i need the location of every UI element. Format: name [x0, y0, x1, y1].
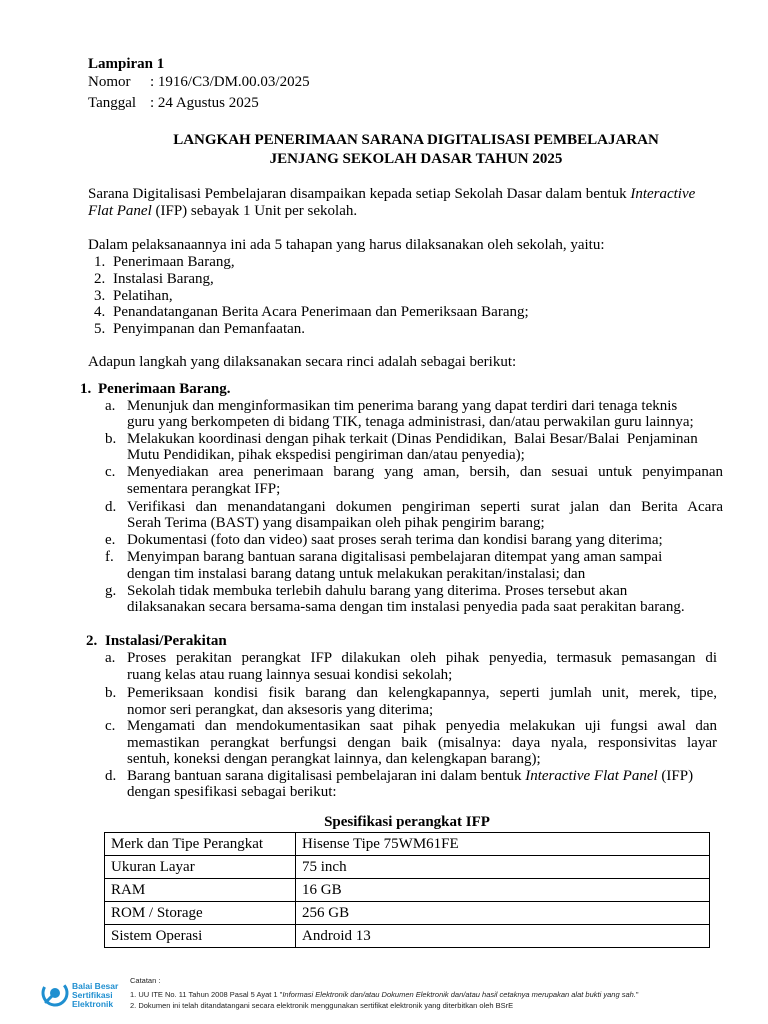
spec-table-caption: Spesifikasi perangkat IFP	[324, 814, 490, 830]
item-text: ruang kelas atau ruang lainnya sesuai kondisi sekolah;	[127, 667, 453, 683]
intro-text: Sarana Digitalisasi Pembelajaran disampaikan kepada setiap Sekolah Dasar dalam bentuk	[88, 186, 631, 202]
item-text: Menyediakan area penerimaan barang yang aman, bersih, dan sesuai untuk penyimpanan	[127, 464, 723, 480]
section2-heading: Instalasi/Perakitan	[105, 633, 227, 649]
document-title-line1: LANGKAH PENERIMAAN SARANA DIGITALISASI PEMBELAJARAN	[173, 132, 659, 148]
intro-italic-term: Interactive	[630, 186, 696, 202]
item-letter: a.	[105, 398, 116, 414]
stage-text: Instalasi Barang,	[113, 271, 214, 287]
stages-intro: Dalam pelaksanaannya ini ada 5 tahapan yang harus dilaksanakan oleh sekolah, yaitu:	[88, 237, 605, 253]
stage-number: 5.	[94, 321, 106, 337]
spec-value: 16 GB	[296, 879, 710, 902]
table-row	[105, 879, 710, 902]
table-row	[105, 925, 710, 948]
spec-value: 256 GB	[296, 902, 710, 925]
intro-text: (IFP) sebayak 1 Unit per sekolah.	[151, 203, 358, 219]
spec-value: Android 13	[296, 925, 710, 948]
document-title-line2: JENJANG SEKOLAH DASAR TAHUN 2025	[269, 151, 563, 167]
spec-label: Ukuran Layar	[105, 856, 296, 879]
item-text: dengan tim instalasi barang datang untuk melakukan perakitan/instalasi; dan	[127, 566, 586, 582]
logo-line: Elektronik	[72, 999, 114, 1009]
item-text: Sekolah tidak membuka terlebih dahulu barang yang diterima. Proses tersebut akan	[127, 583, 628, 599]
note-1	[130, 990, 639, 1000]
item-letter: f.	[105, 549, 114, 565]
stage-text: Penerimaan Barang,	[113, 254, 235, 270]
item-text: sementara perangkat IFP;	[127, 481, 281, 497]
item-text-part: Barang bantuan sarana digitalisasi pembelajaran ini dalam bentuk	[127, 768, 526, 784]
item-text: dilaksanakan secara bersama-sama dengan tim instalasi penyedia pada saat perakitan barang.	[127, 599, 685, 615]
notes-label: Catatan :	[130, 976, 161, 985]
section2-number: 2.	[86, 633, 98, 649]
item-text: Menyimpan barang bantuan sarana digitalisasi pembelajaran ditempat yang aman sampai	[127, 549, 663, 565]
logo-line: Sertifikasi	[72, 990, 113, 1000]
table-row	[105, 833, 710, 856]
stage-text: Penandatanganan Berita Acara Penerimaan dan Pemeriksaan Barang;	[113, 304, 529, 320]
spec-label: Sistem Operasi	[105, 925, 296, 948]
item-text: nomor seri perangkat, dan aksesoris yang diterima;	[127, 702, 434, 718]
stage-number: 4.	[94, 304, 106, 320]
attachment-label: Lampiran 1	[88, 56, 165, 72]
item-letter: g.	[105, 583, 117, 599]
logo-line: Balai Besar	[72, 981, 119, 991]
item-text: Pemeriksaan kondisi fisik barang dan kelengkapannya, seperti jumlah unit, merek, tipe,	[127, 685, 717, 701]
item-text: Verifikasi dan menandatangani dokumen pengiriman seperti surat jalan dan Berita Acara	[127, 499, 723, 515]
spec-value: Hisense Tipe 75WM61FE	[296, 833, 710, 856]
section1-heading: Penerimaan Barang.	[98, 381, 231, 397]
item-text	[127, 768, 693, 785]
number-label: Nomor	[88, 74, 131, 90]
spec-label: RAM	[105, 879, 296, 902]
item-text: Menunjuk dan menginformasikan tim penerima barang yang dapat terdiri dari tenaga teknis	[127, 398, 678, 414]
item-text: dengan spesifikasi sebagai berikut:	[127, 784, 337, 800]
stage-number: 1.	[94, 254, 106, 270]
spec-label: Merk dan Tipe Perangkat	[105, 833, 296, 856]
stage-text: Pelatihan,	[113, 288, 173, 304]
bsre-logo-icon	[40, 978, 70, 1008]
section1-number: 1.	[80, 381, 92, 397]
intro-paragraph-line1	[88, 186, 695, 203]
item-letter: b.	[105, 431, 117, 447]
item-text: Dokumentasi (foto dan video) saat proses serah terima dan kondisi barang yang diterima;	[127, 532, 663, 548]
note-italic-text: Informasi Elektronik dan/atau Dokumen Elektronik dan/atau hasil cetaknya merupakan alat bukti yang sah.	[282, 990, 636, 999]
note-text: 1. UU ITE No. 11 Tahun 2008 Pasal 5 Ayat 1 "	[130, 990, 283, 999]
number-value: : 1916/C3/DM.00.03/2025	[150, 74, 310, 90]
item-text: guru yang berkompeten di bidang TIK, tenaga administrasi, dan/atau perwakilan guru lainnya;	[127, 414, 694, 430]
stage-text: Penyimpanan dan Pemanfaatan.	[113, 321, 306, 337]
table-row	[105, 856, 710, 879]
details-intro: Adapun langkah yang dilaksanakan secara rinci adalah sebagai berikut:	[88, 354, 517, 370]
item-letter: c.	[105, 464, 116, 480]
stage-number: 3.	[94, 288, 106, 304]
item-letter: d.	[105, 768, 117, 784]
item-text: Mutu Pendidikan, pihak ekspedisi pengiriman dan/atau penyedia);	[127, 447, 525, 463]
item-text: Mengamati dan mendokumentasikan saat pihak penyedia melakukan uji fungsi awal dan	[127, 718, 717, 734]
item-italic-term: Interactive Flat Panel	[525, 768, 658, 784]
item-text: sentuh, koneksi dengan perangkat lainnya, dan kelengkapan barang);	[127, 751, 541, 767]
date-label: Tanggal	[88, 95, 137, 111]
note-text: "	[635, 990, 639, 999]
item-letter: d.	[105, 499, 117, 515]
spec-value: 75 inch	[296, 856, 710, 879]
intro-italic-term: Flat Panel	[88, 203, 152, 219]
item-letter: e.	[105, 532, 116, 548]
logo-text	[72, 982, 118, 1009]
item-text: Proses perakitan perangkat IFP dilakukan oleh pihak penyedia, termasuk pemasangan di	[127, 650, 717, 666]
item-text: Serah Terima (BAST) yang disampaikan oleh pihak pengirim barang;	[127, 515, 545, 531]
spec-table	[104, 832, 710, 948]
item-letter: a.	[105, 650, 116, 666]
item-letter: b.	[105, 685, 117, 701]
spec-label: ROM / Storage	[105, 902, 296, 925]
item-text: Melakukan koordinasi dengan pihak terkait (Dinas Pendidikan, Balai Besar/Balai Penjaminan	[127, 431, 698, 447]
item-letter: c.	[105, 718, 116, 734]
date-value: : 24 Agustus 2025	[150, 95, 259, 111]
item-text: memastikan perangkat berfungsi dengan baik (misalnya: daya nyala, responsivitas layar	[127, 735, 717, 751]
note-2: 2. Dokumen ini telah ditandatangani secara elektronik menggunakan sertifikat elektronik yang diterbitkan oleh BSrE	[130, 1001, 514, 1010]
table-row	[105, 902, 710, 925]
stage-number: 2.	[94, 271, 106, 287]
item-text-part: (IFP)	[657, 768, 694, 784]
intro-paragraph-line2	[88, 203, 357, 220]
